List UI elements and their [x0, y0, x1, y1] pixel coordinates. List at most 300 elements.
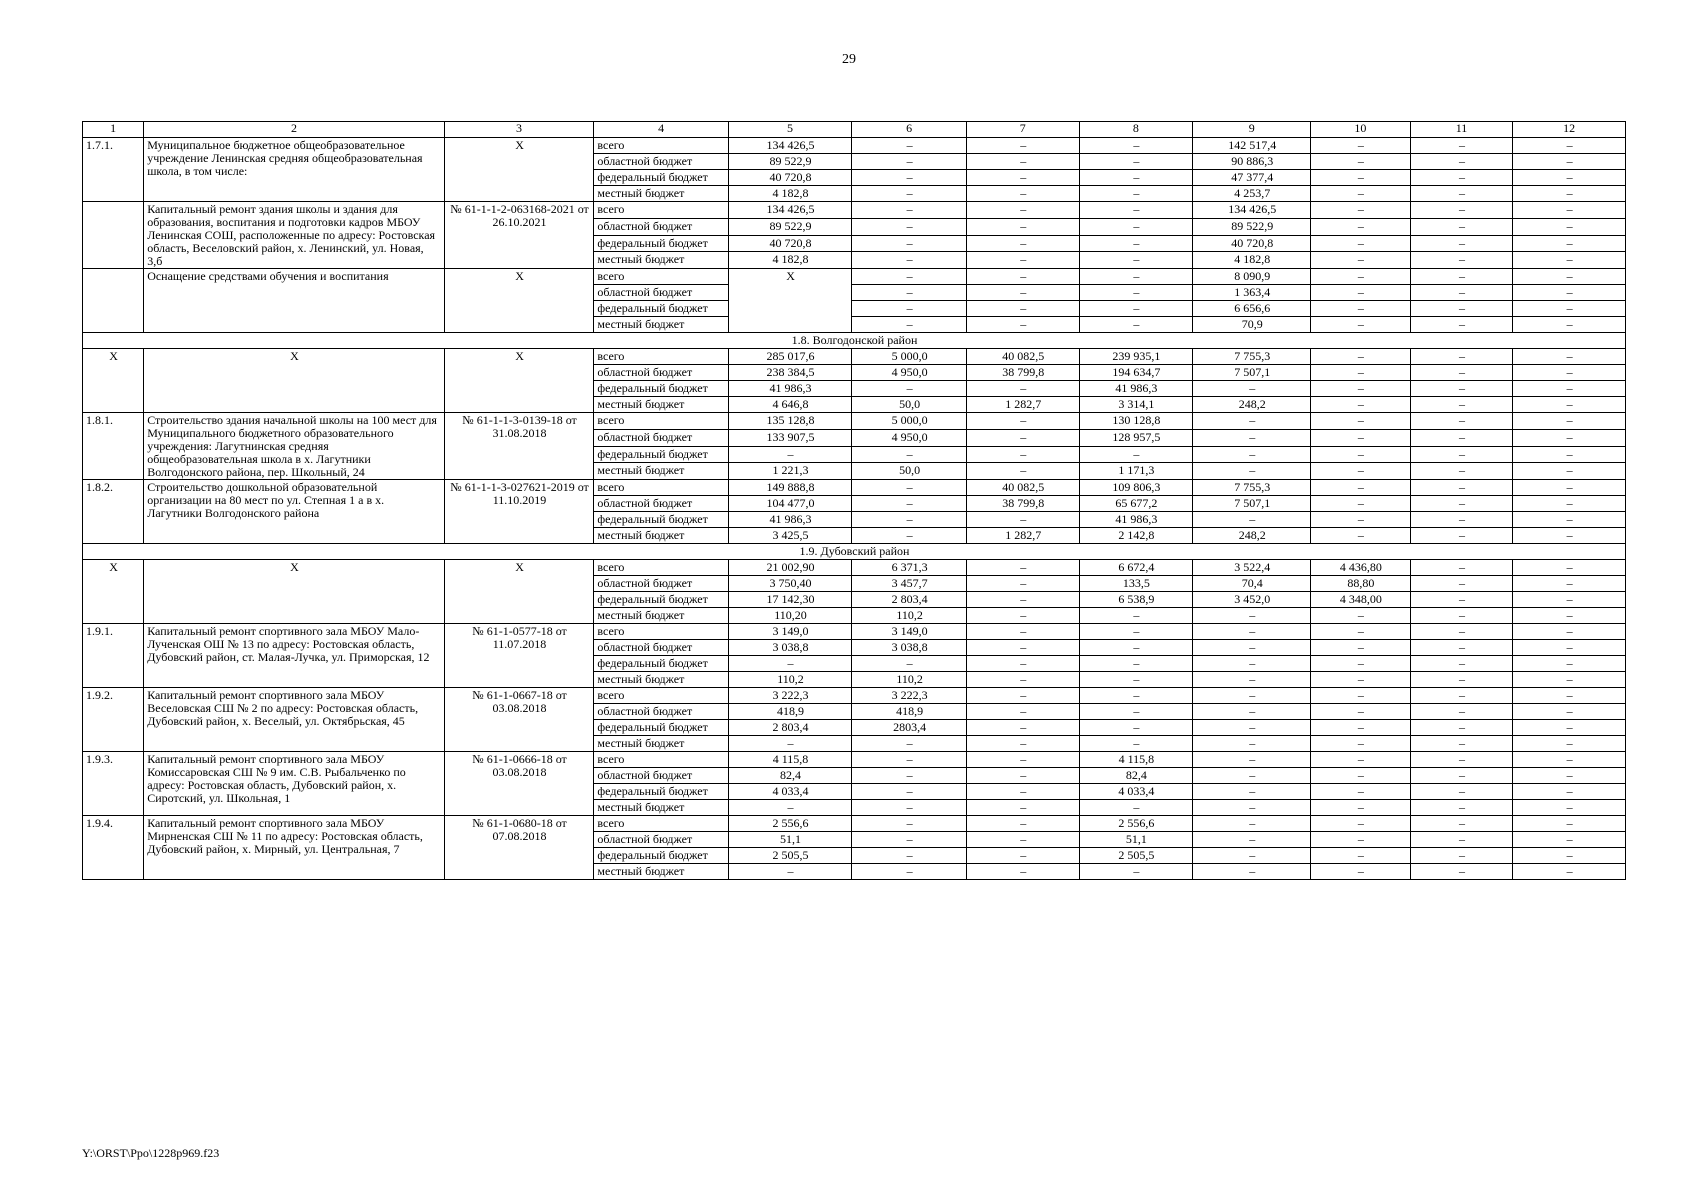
- column-number-header: 7: [967, 122, 1080, 138]
- value-cell: –: [1513, 864, 1626, 880]
- value-cell: –: [1513, 218, 1626, 235]
- value-cell: 82,4: [728, 768, 851, 784]
- value-cell: –: [1410, 512, 1513, 528]
- value-cell: –: [1193, 864, 1311, 880]
- value-cell: –: [1193, 688, 1311, 704]
- value-cell: –: [1513, 832, 1626, 848]
- value-cell: 128 957,5: [1079, 429, 1193, 446]
- value-cell: –: [1311, 864, 1410, 880]
- value-cell: –: [1079, 446, 1193, 463]
- value-cell: –: [1311, 800, 1410, 816]
- value-cell: –: [967, 252, 1080, 269]
- value-cell: –: [967, 202, 1080, 219]
- value-cell: –: [1079, 800, 1193, 816]
- funding-source: местный бюджет: [594, 608, 728, 624]
- value-cell: 2 505,5: [1079, 848, 1193, 864]
- value-cell: –: [967, 736, 1080, 752]
- value-cell: –: [1513, 138, 1626, 154]
- value-cell: –: [967, 301, 1080, 317]
- value-cell: –: [1410, 528, 1513, 544]
- value-cell: 38 799,8: [967, 496, 1080, 512]
- value-cell: –: [1513, 252, 1626, 269]
- value-cell: –: [967, 752, 1080, 768]
- value-cell: –: [1513, 429, 1626, 446]
- value-cell: –: [1311, 429, 1410, 446]
- value-cell: –: [1079, 672, 1193, 688]
- value-cell: –: [967, 592, 1080, 608]
- item-number: 1.9.4.: [83, 816, 144, 880]
- value-cell: –: [1311, 381, 1410, 397]
- value-cell: –: [1513, 512, 1626, 528]
- expertise-document: № 61-1-0577-18 от 11.07.2018: [444, 624, 594, 688]
- value-cell: –: [1410, 381, 1513, 397]
- funding-source: областной бюджет: [594, 496, 728, 512]
- value-cell: –: [967, 269, 1080, 285]
- value-cell: –: [967, 848, 1080, 864]
- value-cell: 418,9: [728, 704, 851, 720]
- value-cell: –: [1410, 752, 1513, 768]
- value-cell: –: [1079, 640, 1193, 656]
- value-cell: 2 505,5: [728, 848, 851, 864]
- value-cell: –: [1513, 413, 1626, 430]
- value-cell: –: [1193, 800, 1311, 816]
- funding-source: федеральный бюджет: [594, 301, 728, 317]
- object-name: X: [144, 349, 445, 413]
- value-cell: –: [1410, 688, 1513, 704]
- value-cell: –: [1513, 285, 1626, 301]
- value-cell: –: [1513, 672, 1626, 688]
- value-cell: –: [1410, 252, 1513, 269]
- object-name: X: [144, 560, 445, 624]
- funding-source: федеральный бюджет: [594, 720, 728, 736]
- value-cell: –: [1513, 301, 1626, 317]
- value-cell: 40 720,8: [728, 170, 851, 186]
- value-cell: –: [967, 512, 1080, 528]
- funding-source: всего: [594, 624, 728, 640]
- value-cell: 41 986,3: [1079, 512, 1193, 528]
- item-number: 1.8.2.: [83, 480, 144, 544]
- value-cell: –: [1311, 463, 1410, 480]
- value-cell: –: [967, 800, 1080, 816]
- value-cell: –: [1193, 381, 1311, 397]
- value-cell: –: [967, 656, 1080, 672]
- value-cell: –: [1410, 656, 1513, 672]
- value-cell: –: [967, 317, 1080, 333]
- funding-source: всего: [594, 480, 728, 496]
- funding-source: федеральный бюджет: [594, 592, 728, 608]
- value-cell: –: [1311, 252, 1410, 269]
- value-cell: –: [967, 381, 1080, 397]
- value-cell: –: [1311, 186, 1410, 202]
- value-cell: 6 538,9: [1079, 592, 1193, 608]
- value-cell: 5 000,0: [852, 413, 967, 430]
- item-number: [83, 269, 144, 333]
- value-cell: 110,2: [852, 608, 967, 624]
- value-cell: 1 363,4: [1193, 285, 1311, 301]
- value-cell: –: [1079, 704, 1193, 720]
- value-cell: –: [967, 560, 1080, 576]
- value-cell: –: [1193, 463, 1311, 480]
- table-row: [83, 752, 1626, 768]
- value-cell: –: [1513, 365, 1626, 381]
- value-cell: 133,5: [1079, 576, 1193, 592]
- value-cell: –: [1410, 704, 1513, 720]
- value-cell: 1 282,7: [967, 528, 1080, 544]
- value-cell: 3 038,8: [728, 640, 851, 656]
- funding-source: всего: [594, 202, 728, 219]
- value-cell: –: [1513, 704, 1626, 720]
- value-cell: 418,9: [852, 704, 967, 720]
- value-cell: –: [1410, 672, 1513, 688]
- value-cell: –: [1410, 736, 1513, 752]
- value-cell: –: [852, 235, 967, 252]
- value-cell: –: [1513, 768, 1626, 784]
- value-cell: 3 222,3: [852, 688, 967, 704]
- value-cell: –: [1079, 688, 1193, 704]
- item-number: 1.9.1.: [83, 624, 144, 688]
- value-cell: –: [1410, 349, 1513, 365]
- funding-source: федеральный бюджет: [594, 235, 728, 252]
- value-cell: X: [728, 269, 851, 333]
- value-cell: 4 348,00: [1311, 592, 1410, 608]
- value-cell: –: [1410, 446, 1513, 463]
- value-cell: –: [1079, 202, 1193, 219]
- value-cell: –: [967, 413, 1080, 430]
- value-cell: –: [1513, 720, 1626, 736]
- value-cell: 89 522,9: [728, 218, 851, 235]
- value-cell: –: [1311, 446, 1410, 463]
- expertise-document: X: [444, 349, 594, 413]
- value-cell: –: [1410, 816, 1513, 832]
- value-cell: –: [1513, 317, 1626, 333]
- expertise-document: № 61-1-0667-18 от 03.08.2018: [444, 688, 594, 752]
- value-cell: 4 253,7: [1193, 186, 1311, 202]
- value-cell: –: [852, 496, 967, 512]
- value-cell: –: [1410, 463, 1513, 480]
- value-cell: 4 950,0: [852, 429, 967, 446]
- value-cell: –: [1079, 285, 1193, 301]
- value-cell: –: [852, 768, 967, 784]
- value-cell: –: [1410, 235, 1513, 252]
- value-cell: –: [1193, 720, 1311, 736]
- expertise-document: № 61-1-0666-18 от 03.08.2018: [444, 752, 594, 816]
- column-number-header: 3: [444, 122, 594, 138]
- value-cell: –: [1410, 397, 1513, 413]
- table-row: [83, 624, 1626, 640]
- expertise-document: X: [444, 560, 594, 624]
- value-cell: –: [728, 446, 851, 463]
- value-cell: –: [1311, 752, 1410, 768]
- value-cell: 90 886,3: [1193, 154, 1311, 170]
- item-number: 1.9.3.: [83, 752, 144, 816]
- funding-source: местный бюджет: [594, 463, 728, 480]
- item-number: X: [83, 349, 144, 413]
- value-cell: –: [852, 446, 967, 463]
- value-cell: 4 950,0: [852, 365, 967, 381]
- value-cell: –: [1410, 202, 1513, 219]
- value-cell: –: [967, 154, 1080, 170]
- table-body: [83, 122, 1626, 880]
- value-cell: 239 935,1: [1079, 349, 1193, 365]
- value-cell: 134 426,5: [728, 138, 851, 154]
- value-cell: –: [1079, 608, 1193, 624]
- value-cell: –: [1079, 269, 1193, 285]
- funding-source: всего: [594, 752, 728, 768]
- value-cell: 142 517,4: [1193, 138, 1311, 154]
- value-cell: –: [967, 186, 1080, 202]
- value-cell: –: [852, 269, 967, 285]
- value-cell: –: [1410, 413, 1513, 430]
- value-cell: –: [1513, 349, 1626, 365]
- value-cell: 7 755,3: [1193, 480, 1311, 496]
- value-cell: –: [1193, 848, 1311, 864]
- value-cell: 3 425,5: [728, 528, 851, 544]
- value-cell: –: [967, 672, 1080, 688]
- column-number-header-row: [83, 122, 1626, 138]
- value-cell: –: [1513, 592, 1626, 608]
- value-cell: –: [1079, 656, 1193, 672]
- column-number-header: 2: [144, 122, 445, 138]
- value-cell: –: [852, 736, 967, 752]
- value-cell: –: [1079, 720, 1193, 736]
- value-cell: 2 556,6: [1079, 816, 1193, 832]
- value-cell: –: [852, 816, 967, 832]
- value-cell: –: [1311, 832, 1410, 848]
- value-cell: 50,0: [852, 397, 967, 413]
- value-cell: –: [1513, 202, 1626, 219]
- funding-source: областной бюджет: [594, 704, 728, 720]
- value-cell: –: [967, 720, 1080, 736]
- value-cell: –: [1193, 784, 1311, 800]
- value-cell: –: [1311, 154, 1410, 170]
- funding-source: областной бюджет: [594, 154, 728, 170]
- funding-source: федеральный бюджет: [594, 381, 728, 397]
- value-cell: 51,1: [728, 832, 851, 848]
- value-cell: 248,2: [1193, 528, 1311, 544]
- value-cell: –: [1079, 864, 1193, 880]
- funding-source: областной бюджет: [594, 365, 728, 381]
- value-cell: –: [1079, 317, 1193, 333]
- value-cell: 3 314,1: [1079, 397, 1193, 413]
- value-cell: –: [967, 576, 1080, 592]
- value-cell: –: [967, 138, 1080, 154]
- value-cell: –: [1410, 800, 1513, 816]
- value-cell: –: [1311, 317, 1410, 333]
- funding-source: областной бюджет: [594, 640, 728, 656]
- value-cell: –: [852, 656, 967, 672]
- value-cell: –: [1193, 640, 1311, 656]
- funding-source: местный бюджет: [594, 864, 728, 880]
- value-cell: –: [1410, 864, 1513, 880]
- table-row: [83, 413, 1626, 430]
- value-cell: –: [1410, 186, 1513, 202]
- value-cell: –: [852, 186, 967, 202]
- value-cell: –: [1079, 235, 1193, 252]
- value-cell: –: [1193, 656, 1311, 672]
- value-cell: –: [852, 800, 967, 816]
- expertise-document: X: [444, 269, 594, 333]
- funding-source: федеральный бюджет: [594, 170, 728, 186]
- value-cell: –: [1311, 480, 1410, 496]
- value-cell: –: [1311, 656, 1410, 672]
- value-cell: –: [1513, 463, 1626, 480]
- value-cell: 4 182,8: [728, 186, 851, 202]
- value-cell: 7 507,1: [1193, 496, 1311, 512]
- value-cell: –: [967, 446, 1080, 463]
- value-cell: –: [1311, 816, 1410, 832]
- expertise-document: № 61-1-0680-18 от 07.08.2018: [444, 816, 594, 880]
- value-cell: –: [967, 608, 1080, 624]
- value-cell: –: [852, 218, 967, 235]
- value-cell: –: [1311, 235, 1410, 252]
- value-cell: –: [1513, 480, 1626, 496]
- value-cell: –: [1513, 235, 1626, 252]
- value-cell: –: [1410, 640, 1513, 656]
- item-number: X: [83, 560, 144, 624]
- value-cell: 41 986,3: [728, 512, 851, 528]
- value-cell: –: [1311, 528, 1410, 544]
- value-cell: –: [1079, 736, 1193, 752]
- value-cell: –: [728, 800, 851, 816]
- value-cell: 41 986,3: [728, 381, 851, 397]
- value-cell: –: [1311, 269, 1410, 285]
- value-cell: 3 452,0: [1193, 592, 1311, 608]
- column-number-header: 9: [1193, 122, 1311, 138]
- value-cell: –: [1311, 496, 1410, 512]
- value-cell: –: [1513, 170, 1626, 186]
- value-cell: 17 142,30: [728, 592, 851, 608]
- value-cell: –: [1193, 413, 1311, 430]
- value-cell: –: [1193, 704, 1311, 720]
- value-cell: –: [728, 864, 851, 880]
- funding-source: областной бюджет: [594, 429, 728, 446]
- expertise-document: № 61-1-1-2-063168-2021 от 26.10.2021: [444, 202, 594, 269]
- value-cell: –: [1311, 640, 1410, 656]
- value-cell: –: [1410, 768, 1513, 784]
- value-cell: 88,80: [1311, 576, 1410, 592]
- funding-source: местный бюджет: [594, 252, 728, 269]
- value-cell: –: [1311, 672, 1410, 688]
- value-cell: –: [1410, 480, 1513, 496]
- value-cell: –: [1079, 170, 1193, 186]
- value-cell: –: [852, 170, 967, 186]
- funding-source: областной бюджет: [594, 832, 728, 848]
- value-cell: –: [1410, 429, 1513, 446]
- value-cell: 40 082,5: [967, 480, 1080, 496]
- value-cell: 3 222,3: [728, 688, 851, 704]
- value-cell: 133 907,5: [728, 429, 851, 446]
- value-cell: –: [1513, 800, 1626, 816]
- value-cell: –: [967, 463, 1080, 480]
- section-header-row: [83, 544, 1626, 560]
- value-cell: 70,4: [1193, 576, 1311, 592]
- value-cell: –: [1311, 285, 1410, 301]
- value-cell: 3 149,0: [728, 624, 851, 640]
- footer-file-path: Y:\ORST\Ppo\1228p969.f23: [82, 1146, 220, 1160]
- value-cell: –: [1410, 138, 1513, 154]
- value-cell: –: [967, 218, 1080, 235]
- value-cell: –: [967, 832, 1080, 848]
- value-cell: –: [852, 480, 967, 496]
- value-cell: 130 128,8: [1079, 413, 1193, 430]
- column-number-header: 1: [83, 122, 144, 138]
- object-name: Капитальный ремонт здания школы и здания для образования, воспитания и подготовки кадров МБОУ Ленинская СОШ, расположенные по адресу: Ростовская область, Веселовский район, х. Ленинский, ул. Новая, 3,б: [144, 202, 445, 269]
- value-cell: 40 720,8: [728, 235, 851, 252]
- object-name: Капитальный ремонт спортивного зала МБОУ Мало-Лученская ОШ № 13 по адресу: Ростовская область, Дубовский район, ст. Малая-Лучка, ул. Приморская, 12: [144, 624, 445, 688]
- value-cell: 110,2: [852, 672, 967, 688]
- value-cell: –: [967, 688, 1080, 704]
- value-cell: 3 038,8: [852, 640, 967, 656]
- value-cell: –: [852, 154, 967, 170]
- value-cell: –: [1193, 736, 1311, 752]
- value-cell: 6 371,3: [852, 560, 967, 576]
- item-number: 1.7.1.: [83, 138, 144, 202]
- value-cell: –: [1410, 154, 1513, 170]
- column-number-header: 5: [728, 122, 851, 138]
- value-cell: 7 755,3: [1193, 349, 1311, 365]
- value-cell: 3 149,0: [852, 624, 967, 640]
- funding-source: местный бюджет: [594, 736, 728, 752]
- value-cell: 149 888,8: [728, 480, 851, 496]
- value-cell: –: [967, 624, 1080, 640]
- funding-source: областной бюджет: [594, 218, 728, 235]
- value-cell: –: [1311, 170, 1410, 186]
- column-number-header: 11: [1410, 122, 1513, 138]
- value-cell: –: [1311, 512, 1410, 528]
- value-cell: –: [1311, 397, 1410, 413]
- value-cell: –: [852, 202, 967, 219]
- funding-source: всего: [594, 269, 728, 285]
- value-cell: –: [1079, 186, 1193, 202]
- table-row: [83, 816, 1626, 832]
- value-cell: –: [1513, 154, 1626, 170]
- value-cell: 6 656,6: [1193, 301, 1311, 317]
- value-cell: 40 082,5: [967, 349, 1080, 365]
- value-cell: 3 522,4: [1193, 560, 1311, 576]
- value-cell: –: [1513, 186, 1626, 202]
- value-cell: 4 646,8: [728, 397, 851, 413]
- funding-source: местный бюджет: [594, 800, 728, 816]
- funding-source: федеральный бюджет: [594, 446, 728, 463]
- value-cell: 4 115,8: [728, 752, 851, 768]
- funding-source: всего: [594, 560, 728, 576]
- table-row: [83, 138, 1626, 154]
- value-cell: –: [852, 285, 967, 301]
- value-cell: –: [852, 301, 967, 317]
- value-cell: 3 457,7: [852, 576, 967, 592]
- value-cell: 4 182,8: [1193, 252, 1311, 269]
- value-cell: –: [852, 528, 967, 544]
- value-cell: –: [728, 656, 851, 672]
- table-row: [83, 349, 1626, 365]
- expertise-document: № 61-1-1-3-0139-18 от 31.08.2018: [444, 413, 594, 480]
- value-cell: –: [1513, 736, 1626, 752]
- column-number-header: 8: [1079, 122, 1193, 138]
- value-cell: –: [1410, 592, 1513, 608]
- value-cell: –: [967, 170, 1080, 186]
- funding-source: всего: [594, 688, 728, 704]
- section-header-row: [83, 333, 1626, 349]
- value-cell: –: [1513, 752, 1626, 768]
- value-cell: –: [1513, 269, 1626, 285]
- section-title: 1.8. Волгодонской район: [83, 333, 1626, 349]
- column-number-header: 10: [1311, 122, 1410, 138]
- funding-source: местный бюджет: [594, 672, 728, 688]
- funding-source: всего: [594, 138, 728, 154]
- object-name: Капитальный ремонт спортивного зала МБОУ Комиссаровская СШ № 9 им. С.В. Рыбальченко по адресу: Ростовская область, Дубовский район, х. Сиротский, ул. Школьная, 1: [144, 752, 445, 816]
- column-number-header: 4: [594, 122, 728, 138]
- value-cell: –: [1513, 688, 1626, 704]
